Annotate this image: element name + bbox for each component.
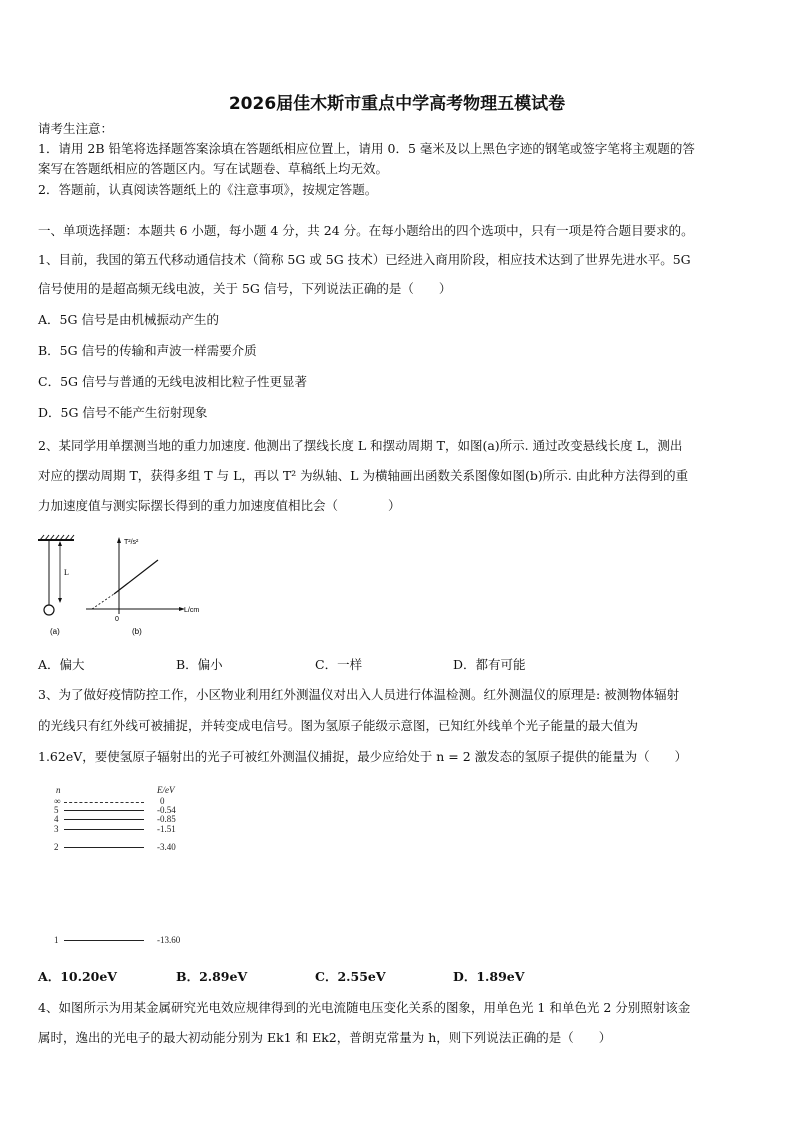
q2-option-c: C．一样 — [315, 657, 363, 672]
q3-option-c: C．2.55eV — [315, 969, 386, 984]
q1-option-c: C．5G 信号与普通的无线电波相比粒子性更显著 — [38, 374, 307, 389]
level-line-inf — [64, 802, 144, 803]
q3-option-a: A．10.20eV — [38, 969, 117, 984]
level-line-5 — [64, 810, 144, 811]
level-line-3 — [64, 829, 144, 830]
notice-item-1-cont: 案写在答题纸相应的答题区内。写在试题卷、草稿纸上均无效。 — [38, 161, 389, 176]
notice-heading: 请考生注意： — [38, 121, 114, 136]
page-title: 2026届佳木斯市重点中学高考物理五模试卷 — [228, 94, 566, 114]
energy-axis-label: E/eV — [157, 785, 175, 795]
q4-stem-line1: 4、如图所示为用某金属研究光电效应规律得到的光电流随电压变化关系的图象，用单色光 1 和单色光 2 分别照射该金 — [38, 1000, 691, 1015]
pendulum-figure — [34, 532, 224, 642]
q1-option-d: D．5G 信号不能产生衍射现象 — [38, 405, 208, 420]
level-n-1: 1 — [54, 935, 59, 945]
q1-option-a: A．5G 信号是由机械振动产生的 — [38, 312, 219, 327]
level-e-4: -0.85 — [157, 814, 176, 824]
section-heading: 一、单项选择题：本题共 6 小题，每小题 4 分，共 24 分。在每小题给出的四个选项中，只有一项是符合题目要求的。 — [38, 223, 694, 238]
q2-option-b: B．偏小 — [176, 657, 223, 672]
level-e-1: -13.60 — [157, 935, 181, 945]
notice-item-2: 2．答题前，认真阅读答题纸上的《注意事项》，按规定答题。 — [38, 182, 378, 197]
q3-option-b: B．2.89eV — [176, 969, 248, 984]
level-e-2: -3.40 — [157, 842, 176, 852]
level-e-3: -1.51 — [157, 824, 176, 834]
q1-stem-line1: 1、目前，我国的第五代移动通信技术（简称 5G 或 5G 技术）已经进入商用阶段，相应技术达到了世界先进水平。5G — [38, 252, 691, 267]
figure-a-label: (a) — [50, 627, 60, 636]
q1-stem-line2: 信号使用的是超高频无线电波，关于 5G 信号，下列说法正确的是（ ） — [38, 281, 452, 296]
q2-stem-line2: 对应的摆动周期 T，获得多组 T 与 L，再以 T² 为纵轴、L 为横轴画出函数关系图像如图(b)所示. 由此种方法得到的重 — [38, 468, 689, 483]
q3-stem-line1: 3、为了做好疫情防控工作，小区物业利用红外测温仪对出入人员进行体温检测。红外测温仪的原理是: 被测物体辐射 — [38, 687, 680, 702]
q3-stem-line2: 的光线只有红外线可被捕捉，并转变成电信号。图为氢原子能级示意图，已知红外线单个光子能量的最大值为 — [38, 718, 639, 733]
level-e-inf: 0 — [160, 796, 165, 806]
level-line-2 — [64, 847, 144, 848]
graph-x-label: L/cm — [184, 607, 200, 614]
pendulum-length-label: L — [64, 568, 69, 577]
level-n-4: 4 — [54, 814, 59, 824]
level-n-2: 2 — [54, 842, 59, 852]
q3-stem-line3: 1.62eV，要使氢原子辐射出的光子可被红外测温仪捕捉，最少应给处于 n = 2 激发态的氢原子提供的能量为（ ） — [38, 749, 688, 764]
q1-option-b: B．5G 信号的传输和声波一样需要介质 — [38, 343, 257, 358]
graph-y-label: T²/s² — [124, 539, 139, 546]
graph-origin-label: 0 — [115, 616, 119, 623]
level-n-5: 5 — [54, 805, 59, 815]
level-n-3: 3 — [54, 824, 59, 834]
figure-b-label: (b) — [132, 627, 142, 636]
q4-stem-line2: 属时，逸出的光电子的最大初动能分别为 Ek1 和 Ek2，普朗克常量为 h，则下列说法正确的是（ ） — [38, 1030, 612, 1045]
q2-stem-line1: 2、某同学用单摆测当地的重力加速度. 他测出了摆线长度 L 和摆动周期 T，如图(a)所示. 通过改变悬线长度 L，测出 — [38, 438, 683, 453]
level-n-inf: ∞ — [54, 796, 61, 806]
q2-stem-line3: 力加速度值与测实际摆长得到的重力加速度值相比会（ ） — [38, 498, 401, 513]
level-line-4 — [64, 819, 144, 820]
notice-item-1: 1．请用 2B 铅笔将选择题答案涂填在答题纸相应位置上，请用 0．5 毫米及以上黑色字迹的钢笔或签字笔将主观题的答 — [38, 141, 695, 156]
n-axis-label: n — [56, 785, 61, 795]
level-e-5: -0.54 — [157, 805, 176, 815]
q2-option-a: A．偏大 — [38, 657, 85, 672]
level-line-1 — [64, 940, 144, 941]
q3-option-d: D．1.89eV — [453, 969, 525, 984]
q2-option-d: D．都有可能 — [453, 657, 526, 672]
